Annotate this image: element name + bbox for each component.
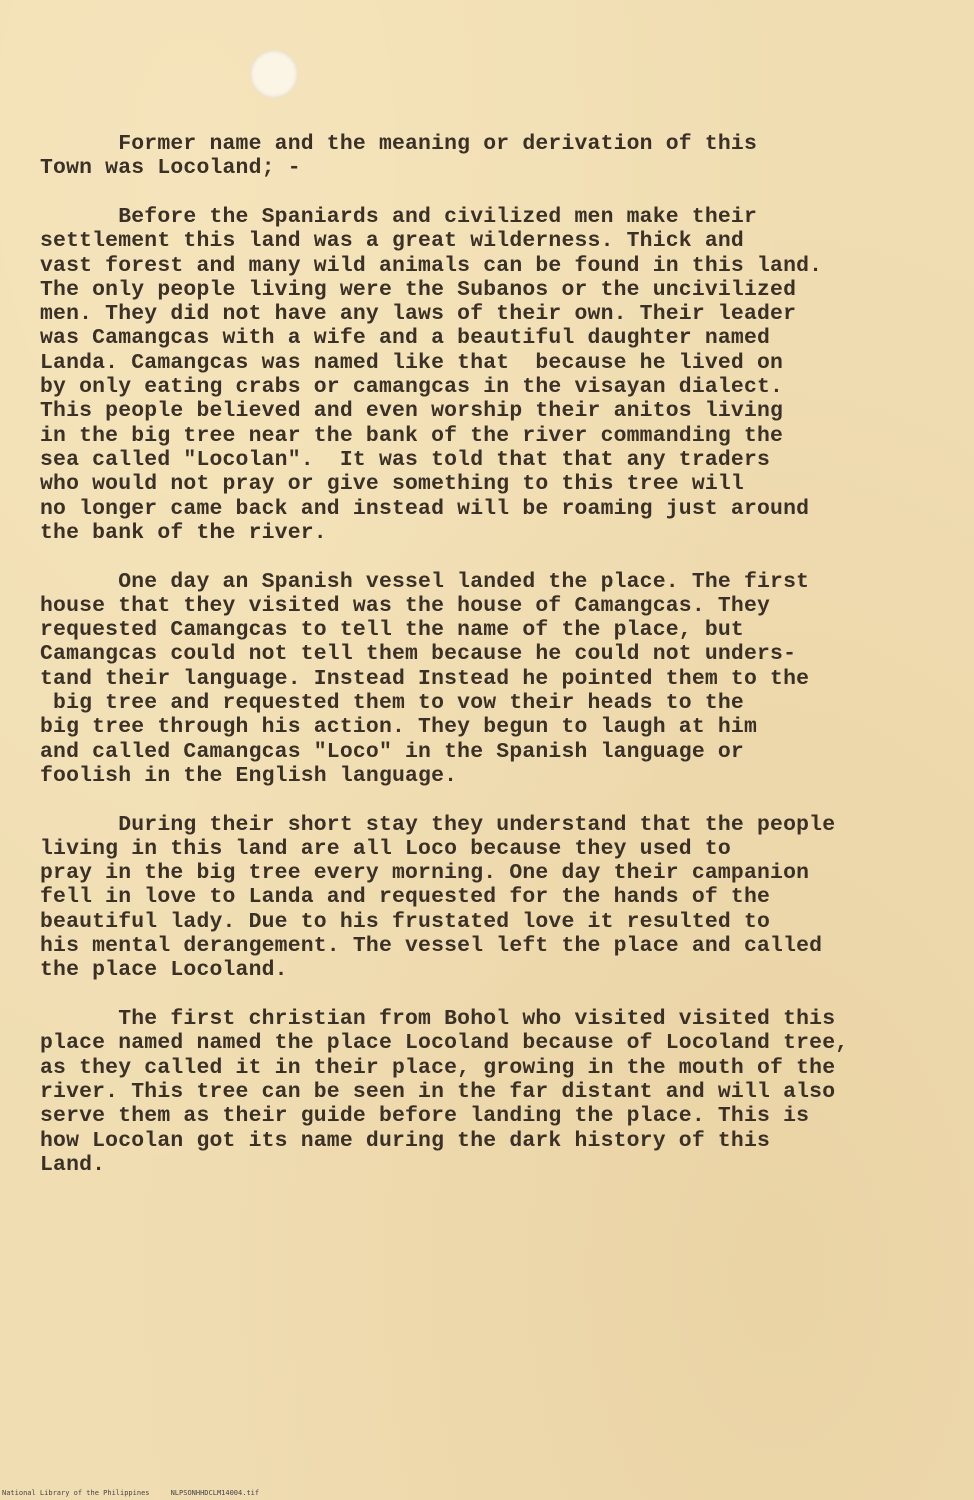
text-line: This people believed and even worship their anitos living xyxy=(40,399,784,424)
text-line: place named named the place Locoland because of Locoland tree, xyxy=(40,1031,849,1056)
text-line: One day an Spanish vessel landed the place. The first xyxy=(40,569,810,594)
text-line: his mental derangement. The vessel left the place and called xyxy=(40,934,823,959)
text-line: tand their language. Instead Instead he pointed them to the xyxy=(40,666,810,691)
text-line: requested Camangcas to tell the name of the place, but xyxy=(40,618,744,643)
text-line: The only people living were the Subanos or the uncivilized xyxy=(40,277,797,302)
paragraph xyxy=(40,813,940,983)
text-line: by only eating crabs or camangcas in the visayan dialect. xyxy=(40,375,784,400)
text-line: men. They did not have any laws of their own. Their leader xyxy=(40,302,797,327)
text-line: Before the Spaniards and civilized men make their xyxy=(40,204,758,229)
text-line: river. This tree can be seen in the far distant and will also xyxy=(40,1079,836,1104)
text-line: the bank of the river. xyxy=(40,520,327,545)
text-line: big tree through his action. They begun to laugh at him xyxy=(40,715,758,740)
paragraph-gap xyxy=(40,983,940,1007)
paragraph-gap xyxy=(40,181,940,205)
text-line: who would not pray or give something to this tree will xyxy=(40,472,744,497)
text-line: Landa. Camangcas was named like that because he lived on xyxy=(40,350,784,375)
text-line: the place Locoland. xyxy=(40,958,288,983)
text-line: how Locolan got its name during the dark history of this xyxy=(40,1128,771,1153)
document-body xyxy=(40,132,940,1177)
footer-caption xyxy=(2,1489,259,1498)
text-line: Town was Locoland; - xyxy=(40,156,301,181)
text-line: was Camangcas with a wife and a beautiful daughter named xyxy=(40,326,771,351)
text-line: no longer came back and instead will be roaming just around xyxy=(40,496,810,521)
footer-library: National Library of the Philippines xyxy=(2,1489,150,1497)
text-line: The first christian from Bohol who visited visited this xyxy=(40,1007,836,1032)
footer-file-id: NLPSONHHDCLM14004.tif xyxy=(170,1489,260,1497)
text-line: in the big tree near the bank of the river commanding the xyxy=(40,423,784,448)
paragraph xyxy=(40,205,940,545)
text-line: pray in the big tree every morning. One day their campanion xyxy=(40,861,810,886)
text-line: During their short stay they understand that the people xyxy=(40,812,836,837)
paragraph xyxy=(40,132,940,181)
text-line: foolish in the English language. xyxy=(40,763,458,788)
text-line: big tree and requested them to vow their heads to the xyxy=(40,691,744,716)
text-line: Camangcas could not tell them because he could not unders- xyxy=(40,642,797,667)
text-line: vast forest and many wild animals can be found in this land. xyxy=(40,253,823,278)
punch-hole xyxy=(250,50,298,98)
text-line: sea called "Locolan". It was told that that any traders xyxy=(40,447,771,472)
paragraph-gap xyxy=(40,545,940,569)
text-line: as they called it in their place, growing in the mouth of the xyxy=(40,1055,836,1080)
text-line: living in this land are all Loco because they used to xyxy=(40,836,731,861)
text-line: serve them as their guide before landing the place. This is xyxy=(40,1104,810,1129)
text-line: house that they visited was the house of Camangcas. They xyxy=(40,593,771,618)
paragraph-gap xyxy=(40,788,940,812)
text-line: Former name and the meaning or derivation of this xyxy=(40,132,758,156)
paragraph xyxy=(40,570,940,789)
text-line: settlement this land was a great wilderness. Thick and xyxy=(40,229,744,254)
text-line: and called Camangcas "Loco" in the Spanish language or xyxy=(40,739,744,764)
text-line: fell in love to Landa and requested for the hands of the xyxy=(40,885,771,910)
paragraph xyxy=(40,1007,940,1177)
text-line: beautiful lady. Due to his frustated love it resulted to xyxy=(40,909,771,934)
text-line: Land. xyxy=(40,1152,106,1177)
